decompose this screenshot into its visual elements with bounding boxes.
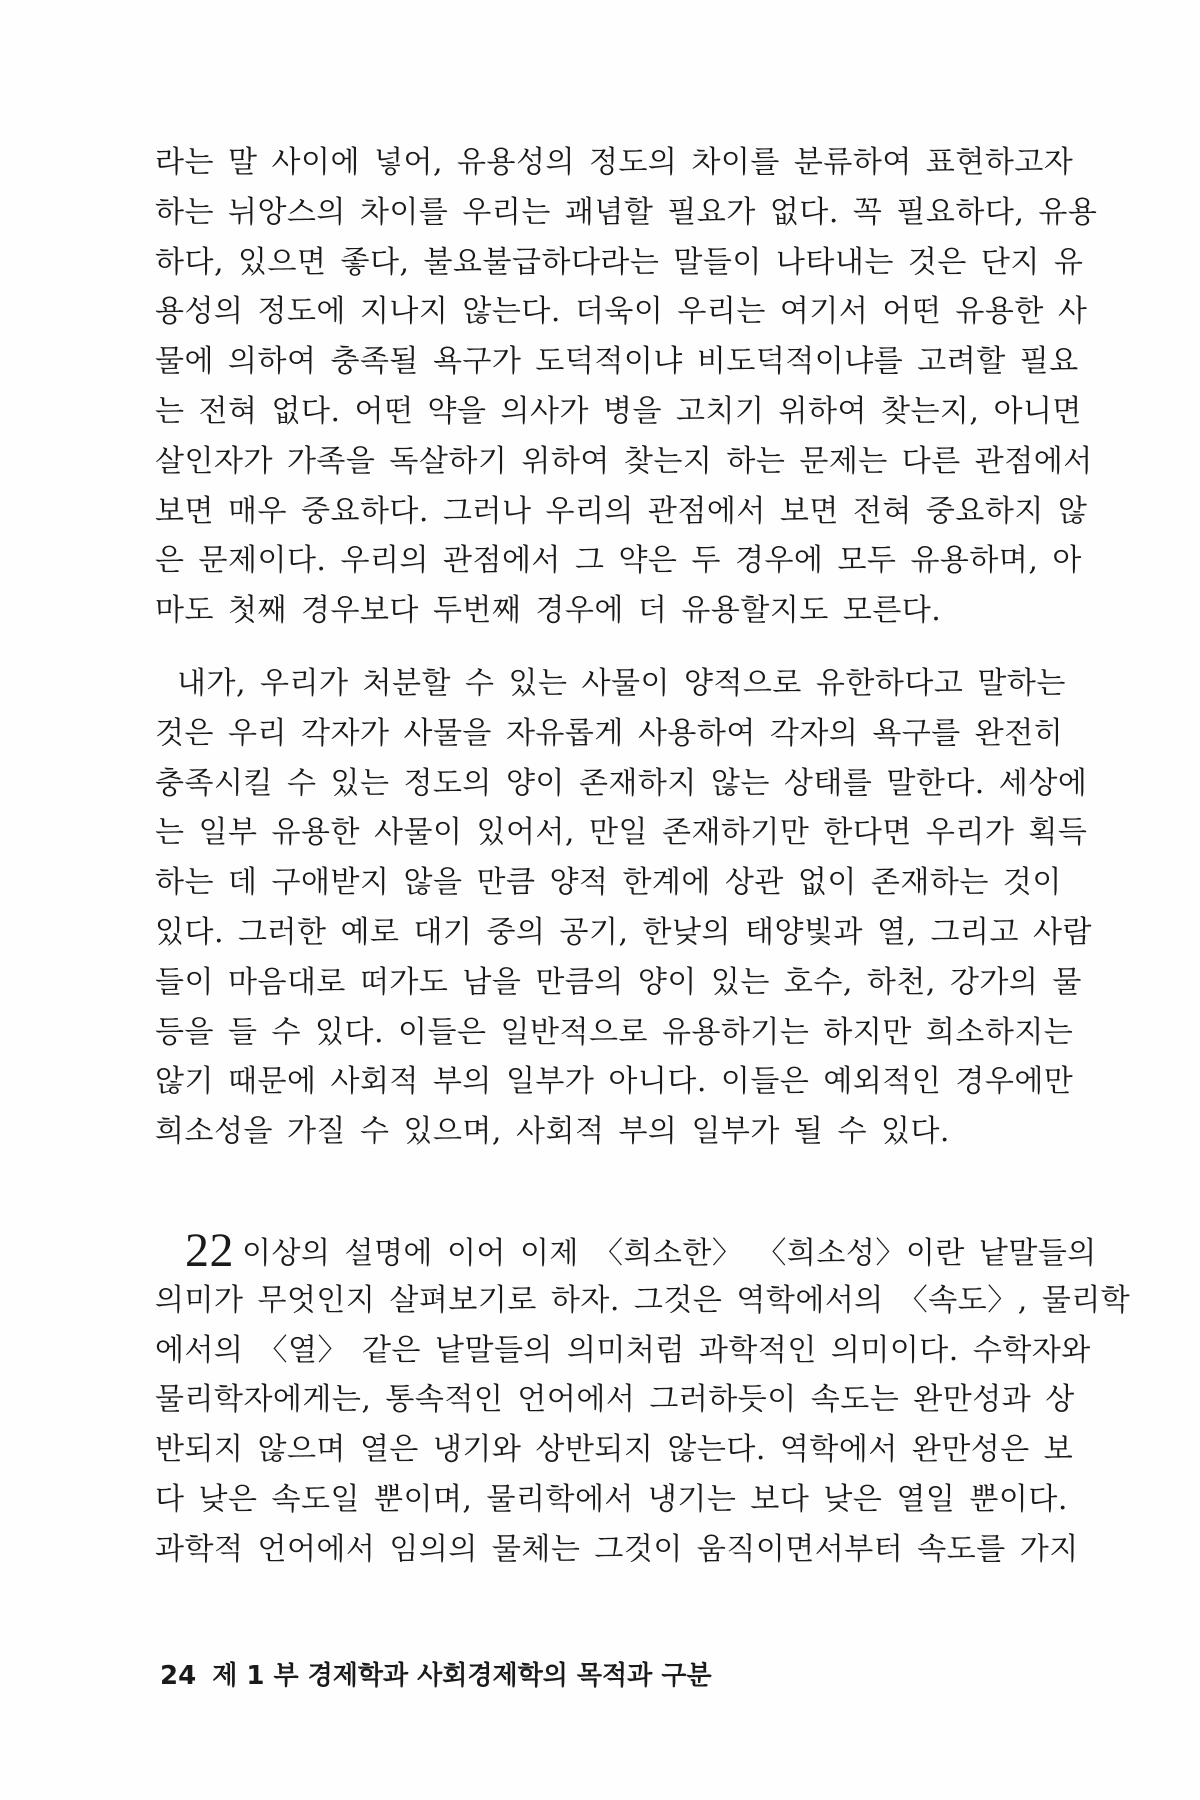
text-line: 내가, 우리가 처분할 수 있는 사물이 양적으로 유한하다고 말하는 xyxy=(177,666,1066,701)
paragraph-3 xyxy=(155,1224,1131,1585)
section-number: 22 xyxy=(185,1224,234,1277)
text-line: 의미가 무엇인지 살펴보기로 하자. 그것은 역학에서의 〈속도〉, 물리학 xyxy=(155,1282,1131,1318)
text-line: 용성의 정도에 지나지 않는다. 더욱이 우리는 여기서 어떤 유용한 사 xyxy=(155,294,1088,330)
running-head: 제 1 부 경제학과 사회경제학의 목적과 구분 xyxy=(212,1661,712,1691)
text-line: 등을 들 수 있다. 이들은 일반적으로 유용하기는 하지만 희소하지는 xyxy=(155,1014,1074,1050)
text-line: 물리학자에게는, 통속적인 언어에서 그러하듯이 속도는 완만성과 상 xyxy=(155,1382,1075,1418)
text-line: 하다, 있으면 좋다, 불요불급하다라는 말들이 나타내는 것은 단지 유 xyxy=(155,244,1084,280)
text-line: 보면 매우 중요하다. 그러나 우리의 관점에서 보면 전혀 중요하지 않 xyxy=(155,493,1088,529)
page-footer xyxy=(160,1655,712,1692)
text-line: 과학적 언어에서 임의의 물체는 그것이 움직이면서부터 속도를 가지 xyxy=(155,1531,1079,1567)
section-first-line-text: 이상의 설명에 이어 이제 〈희소한〉 〈희소성〉이란 낱말들의 xyxy=(242,1236,1097,1271)
text-line: 에서의 〈열〉 같은 낱말들의 의미처럼 과학적인 의미이다. 수학자와 xyxy=(155,1332,1091,1368)
text-line: 충족시킬 수 있는 정도의 양이 존재하지 않는 상태를 말한다. 세상에 xyxy=(155,765,1088,801)
text-line: 않기 때문에 사회적 부의 일부가 아니다. 이들은 예외적인 경우에만 xyxy=(155,1064,1074,1100)
text-line: 희소성을 가질 수 있으며, 사회적 부의 일부가 될 수 있다. xyxy=(155,1114,950,1150)
paragraph-2 xyxy=(155,666,1092,1167)
text-line: 들이 마음대로 떠가도 남을 만큼의 양이 있는 호수, 하천, 강가의 물 xyxy=(155,964,1082,1000)
text-line: 있다. 그러한 예로 대기 중의 공기, 한낮의 태양빛과 열, 그리고 사람 xyxy=(155,914,1092,950)
text-line: 하는 데 구애받지 않을 만큼 양적 한계에 상관 없이 존재하는 것이 xyxy=(155,865,1062,901)
text-line: 것은 우리 각자가 사물을 자유롭게 사용하여 각자의 욕구를 완전히 xyxy=(155,715,1064,751)
text-line: 살인자가 가족을 독살하기 위하여 찾는지 하는 문제는 다른 관점에서 xyxy=(155,443,1093,479)
text-line: 는 일부 유용한 사물이 있어서, 만일 존재하기만 한다면 우리가 획득 xyxy=(155,815,1088,851)
text-line: 다 낮은 속도일 뿐이며, 물리학에서 냉기는 보다 낮은 열일 뿐이다. xyxy=(155,1481,1068,1517)
text-line: 반되지 않으며 열은 냉기와 상반되지 않는다. 역학에서 완만성은 보 xyxy=(155,1432,1074,1468)
page-number: 24 xyxy=(160,1661,197,1691)
text-line: 하는 뉘앙스의 차이를 우리는 괘념할 필요가 없다. 꼭 필요하다, 유용 xyxy=(155,194,1098,230)
section-first-line xyxy=(155,1224,1097,1277)
text-line: 은 문제이다. 우리의 관점에서 그 약은 두 경우에 모두 유용하며, 아 xyxy=(155,543,1082,579)
text-line: 는 전혀 없다. 어떤 약을 의사가 병을 고치기 위하여 찾는지, 아니면 xyxy=(155,393,1082,429)
text-line: 마도 첫째 경우보다 두번째 경우에 더 유용할지도 모른다. xyxy=(155,593,942,629)
paragraph-1 xyxy=(155,145,1098,646)
text-line: 라는 말 사이에 넣어, 유용성의 정도의 차이를 분류하여 표현하고자 xyxy=(155,145,1074,180)
text-line: 물에 의하여 충족될 욕구가 도덕적이냐 비도덕적이냐를 고려할 필요 xyxy=(155,344,1079,380)
